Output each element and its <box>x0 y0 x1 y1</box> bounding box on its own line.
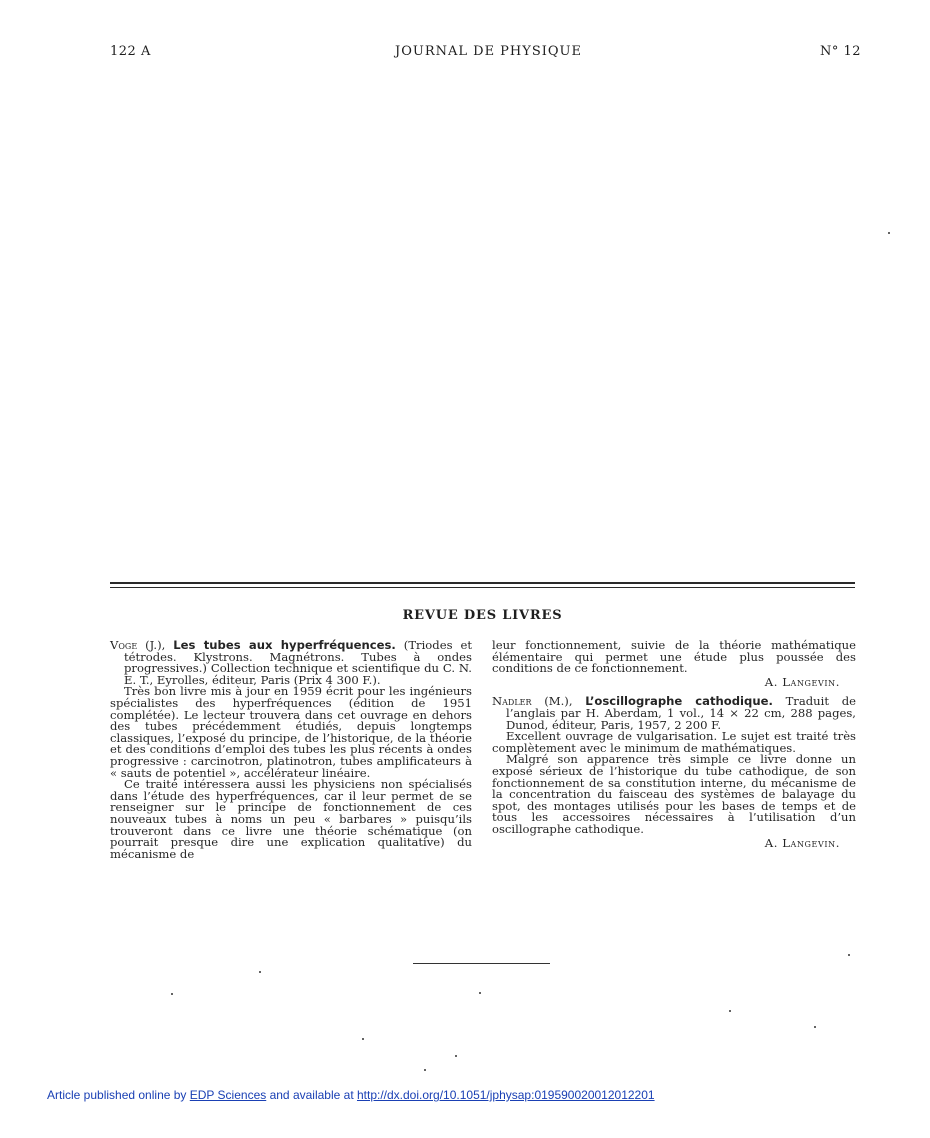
review-paragraph: Très bon livre mis à jour en 1959 écrit pour les ingénieurs spécialistes des hyperfréquences (édition de 1951 complétée). Le lecteur trouvera dans cet ouvrage en dehors des tubes précédemment étudiés, depuis longtemps classiques, l’exposé du principe, de l’historique, de la théorie et des conditions d’emploi des tubes les plus récents à ondes progressive : carcinotron, platinotron, tubes amplificateurs à « sauts de potentiel », accélérateur linéaire. <box>110 684 472 780</box>
review-paragraph: Ce traité intéressera aussi les physiciens non spécialisés dans l’étude des hyperfréquences, car il leur permet de se renseigner sur le principe de fonctionnement de ces nouveaux tubes à noms un peu « barbares » puisqu’ils trouveront dans ce livre une théorie schématique (on pourrait presque dire une explication qualitative) du mécanisme de <box>110 777 472 861</box>
review-paragraph: Excellent ouvrage de vulgarisation. Le sujet est traité très complètement avec le minimum de mathématiques. <box>492 729 856 755</box>
author-name: Nadler <box>492 694 532 709</box>
journal-title: JOURNAL DE PHYSIQUE <box>395 44 582 59</box>
book-details: Traduit de l’anglais par H. Aberdam, 1 vol., 14 × 22 cm, 288 pages, Dunod, éditeur, Paris, 1957, 2 200 F. <box>506 694 857 732</box>
publication-footer: Article published online by EDP Sciences and available at http://dx.doi.org/10.1051/jphysap:019590020012012201 <box>47 1088 655 1102</box>
scan-speck <box>814 1026 816 1028</box>
author-name: Voge <box>110 638 138 652</box>
end-rule <box>413 963 550 964</box>
scan-speck <box>455 1055 457 1057</box>
book-title: L’oscillographe cathodique. <box>585 694 773 709</box>
page-number: 122 A <box>110 44 151 59</box>
book-details: (Triodes et tétrodes. Klystrons. Magnétrons. Tubes à ondes progressives.) Collection technique et scientifique du C. N. E. T., Eyrolles, éditeur, Paris (Prix 4 300 F.). <box>124 638 473 687</box>
scan-speck <box>479 992 481 994</box>
review-voge-citation: Voge (J.), Les tubes aux hyperfréquences. (Triodes et tétrodes. Klystrons. Magnétrons. Tubes à ondes progressives.) Collection technique et scientifique du C. N. E. T., Eyrolles, éditeur, Paris (Prix 4 300 F.). <box>110 638 473 687</box>
review-paragraph: Malgré son apparence très simple ce livre donne un exposé sérieux de l’historique du tube cathodique, de son fonctionnement de sa constitution interne, du mécanisme de la concentration du faisceau des systèmes de balayage du spot, des montages utilisés pour les bases de temps et de tous les accessoires nécessaires à l’utilisation d’un oscillographe cathodique. <box>492 752 856 836</box>
review-nadler-citation: Nadler (M.), L’oscillographe cathodique. Traduit de l’anglais par H. Aberdam, 1 vol., 14 × 22 cm, 288 pages, Dunod, éditeur, Paris, 1957, 2 200 F. <box>492 694 857 732</box>
book-title: Les tubes aux hyperfréquences. <box>173 638 396 652</box>
scan-speck <box>729 1010 731 1012</box>
left-column <box>110 640 472 860</box>
scan-speck <box>259 971 261 973</box>
reviewer-signature: A. Langevin. <box>764 835 840 850</box>
section-title: REVUE DES LIVRES <box>402 608 563 623</box>
scan-speck <box>848 954 850 956</box>
reviewer-signature: A. Langevin. <box>764 674 840 689</box>
review-paragraph-continued: leur fonctionnement, suivie de la théorie mathématique élémentaire qui permet une étude plus poussée des conditions de ce fonctionnement. <box>492 638 856 676</box>
doi-link[interactable]: http://dx.doi.org/10.1051/jphysap:019590020012012201 <box>356 1088 655 1102</box>
right-column <box>492 640 856 849</box>
scan-speck <box>171 993 173 995</box>
scan-speck <box>888 232 890 234</box>
issue-number: N° 12 <box>820 44 862 59</box>
scan-speck <box>424 1069 426 1071</box>
section-divider <box>110 580 855 590</box>
publisher-link[interactable]: EDP Sciences <box>189 1088 267 1102</box>
scan-speck <box>362 1038 364 1040</box>
